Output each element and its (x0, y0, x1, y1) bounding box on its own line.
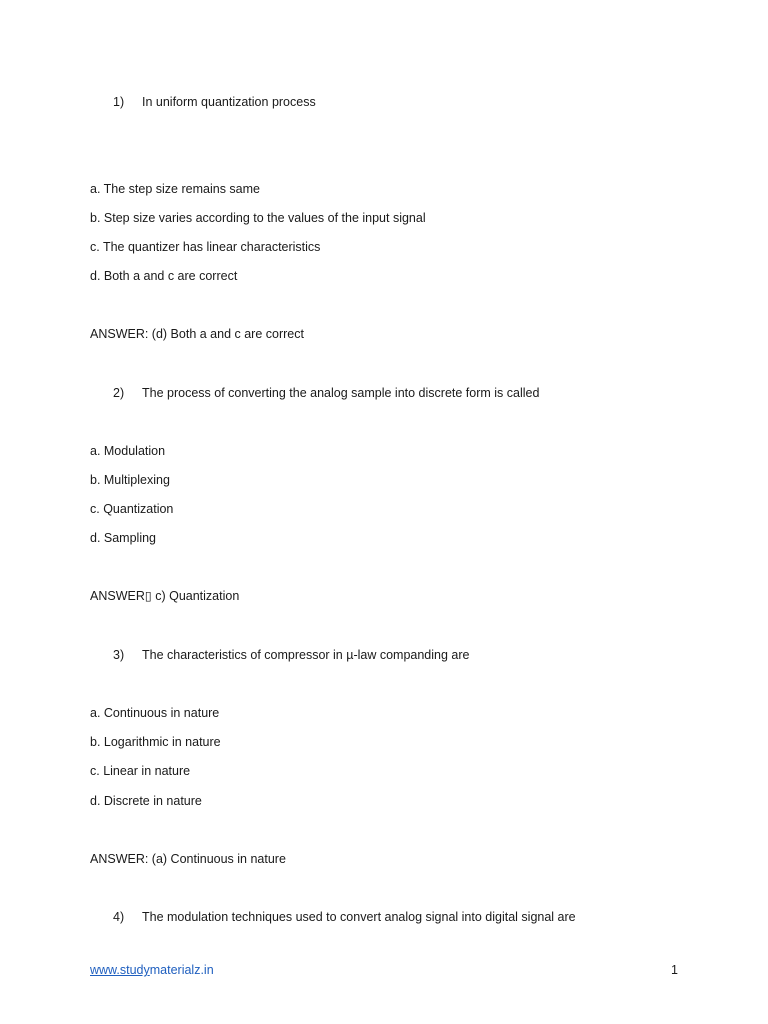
question-number: 2) (113, 386, 125, 400)
footer-link-rest: materialz.in (149, 963, 214, 977)
option-c: c. The quantizer has linear characteristics (90, 240, 321, 254)
footer-link-underlined: www.study (90, 963, 150, 977)
question-text: The characteristics of compressor in µ-law companding are (142, 648, 470, 662)
option-b: b. Logarithmic in nature (90, 735, 221, 749)
option-c: c. Linear in nature (90, 764, 191, 778)
question-text: In uniform quantization process (142, 95, 316, 109)
question-text: The process of converting the analog sample into discrete form is called (142, 386, 540, 400)
question-3 (113, 647, 469, 663)
option-d: d. Discrete in nature (90, 794, 202, 808)
question-2 (113, 385, 539, 401)
question-1 (113, 94, 316, 110)
answer: ANSWER: (a) Continuous in nature (90, 852, 286, 866)
option-a: a. Continuous in nature (90, 706, 220, 720)
option-a: a. Modulation (90, 444, 166, 458)
option-b: b. Step size varies according to the values of the input signal (90, 211, 426, 225)
question-number: 1) (113, 95, 125, 109)
answer: ANSWER: (d) Both a and c are correct (90, 327, 304, 341)
option-b: b. Multiplexing (90, 473, 170, 487)
question-number: 3) (113, 648, 125, 662)
question-text: The modulation techniques used to convert analog signal into digital signal are (142, 910, 576, 924)
option-c: c. Quantization (90, 502, 174, 516)
option-a: a. The step size remains same (90, 182, 260, 196)
question-4 (113, 909, 576, 925)
answer: ANSWER▯ c) Quantization (90, 589, 240, 603)
option-d: d. Sampling (90, 531, 157, 545)
page-number: 1 (671, 963, 678, 977)
footer-website-link[interactable] (90, 962, 214, 978)
question-number: 4) (113, 910, 125, 924)
option-d: d. Both a and c are correct (90, 269, 238, 283)
